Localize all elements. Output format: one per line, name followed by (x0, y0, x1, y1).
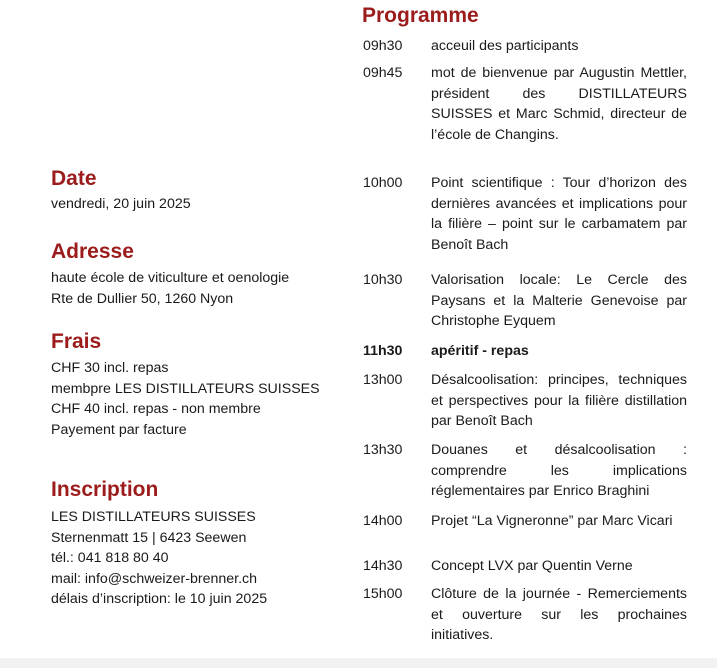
programme-text: mot de bienvenue par Augustin Mettler, président des DISTILLATEURS SUISSES et Marc Schmid, directeur de l’école de Changins. (431, 65, 687, 144)
fees-line: CHF 30 incl. repas (51, 360, 169, 376)
programme-text: acceuil des participants (431, 38, 579, 54)
registration-org: LES DISTILLATEURS SUISSES (51, 509, 256, 525)
programme-text: Valorisation locale: Le Cercle des Paysans et la Malterie Genevoise par Christophe Eyquem (431, 272, 687, 330)
fees-line: CHF 40 incl. repas - non membre (51, 401, 261, 418)
programme-text: apéritif - repas (431, 343, 529, 359)
fees-heading: Frais (51, 330, 102, 353)
registration-address: Sternenmatt 15 | 6423 Seewen (51, 529, 247, 546)
programme-time: 10h30 (363, 272, 403, 288)
date-heading: Date (51, 167, 97, 190)
fees-block (51, 358, 320, 440)
programme-time: 09h45 (363, 65, 403, 81)
address-line: haute école de viticulture et oenologie (51, 270, 290, 286)
registration-phone: tél.: 041 818 80 40 (51, 550, 169, 567)
address-heading: Adresse (51, 240, 134, 263)
programme-text: Clôture de la journée - Remerciements et ouverture sur les prochaines initiatives. (431, 586, 687, 644)
programme-text: Projet “La Vigneronne” par Marc Vicari (431, 513, 673, 529)
address-line: Rte de Dullier 50, 1260 Nyon (51, 290, 234, 307)
programme-time: 14h00 (363, 513, 403, 529)
programme-text: Désalcoolisation: principes, techniques et perspectives pour la filière distillation par Benoît Bach (431, 372, 687, 430)
programme-heading: Programme (362, 4, 479, 27)
programme-text: Point scientifique : Tour d’horizon des dernières avancées et implications pour la filière – point sur le carbamatem par Benoît Bach (431, 175, 687, 254)
programme-time: 13h00 (363, 372, 403, 388)
registration-deadline: délais d’inscription: le 10 juin 2025 (51, 591, 268, 608)
programme-time: 11h30 (363, 343, 403, 359)
programme-time: 09h30 (363, 38, 403, 54)
programme-time: 15h00 (363, 586, 403, 602)
programme-text: Concept LVX par Quentin Verne (431, 558, 633, 574)
registration-block (51, 507, 267, 610)
fees-line: membpre LES DISTILLATEURS SUISSES (51, 380, 320, 397)
programme-text: Douanes et désalcoolisation : comprendre les implications réglementaires par Enrico Braghini (431, 442, 687, 500)
bottom-band (0, 658, 717, 668)
date-value: vendredi, 20 juin 2025 (51, 196, 191, 212)
programme-time: 10h00 (363, 175, 403, 191)
address-block (51, 268, 289, 309)
registration-email: mail: info@schweizer-brenner.ch (51, 570, 258, 587)
registration-heading: Inscription (51, 478, 159, 501)
programme-time: 14h30 (363, 558, 403, 574)
programme-time: 13h30 (363, 442, 403, 458)
fees-line: Payement par facture (51, 421, 187, 438)
